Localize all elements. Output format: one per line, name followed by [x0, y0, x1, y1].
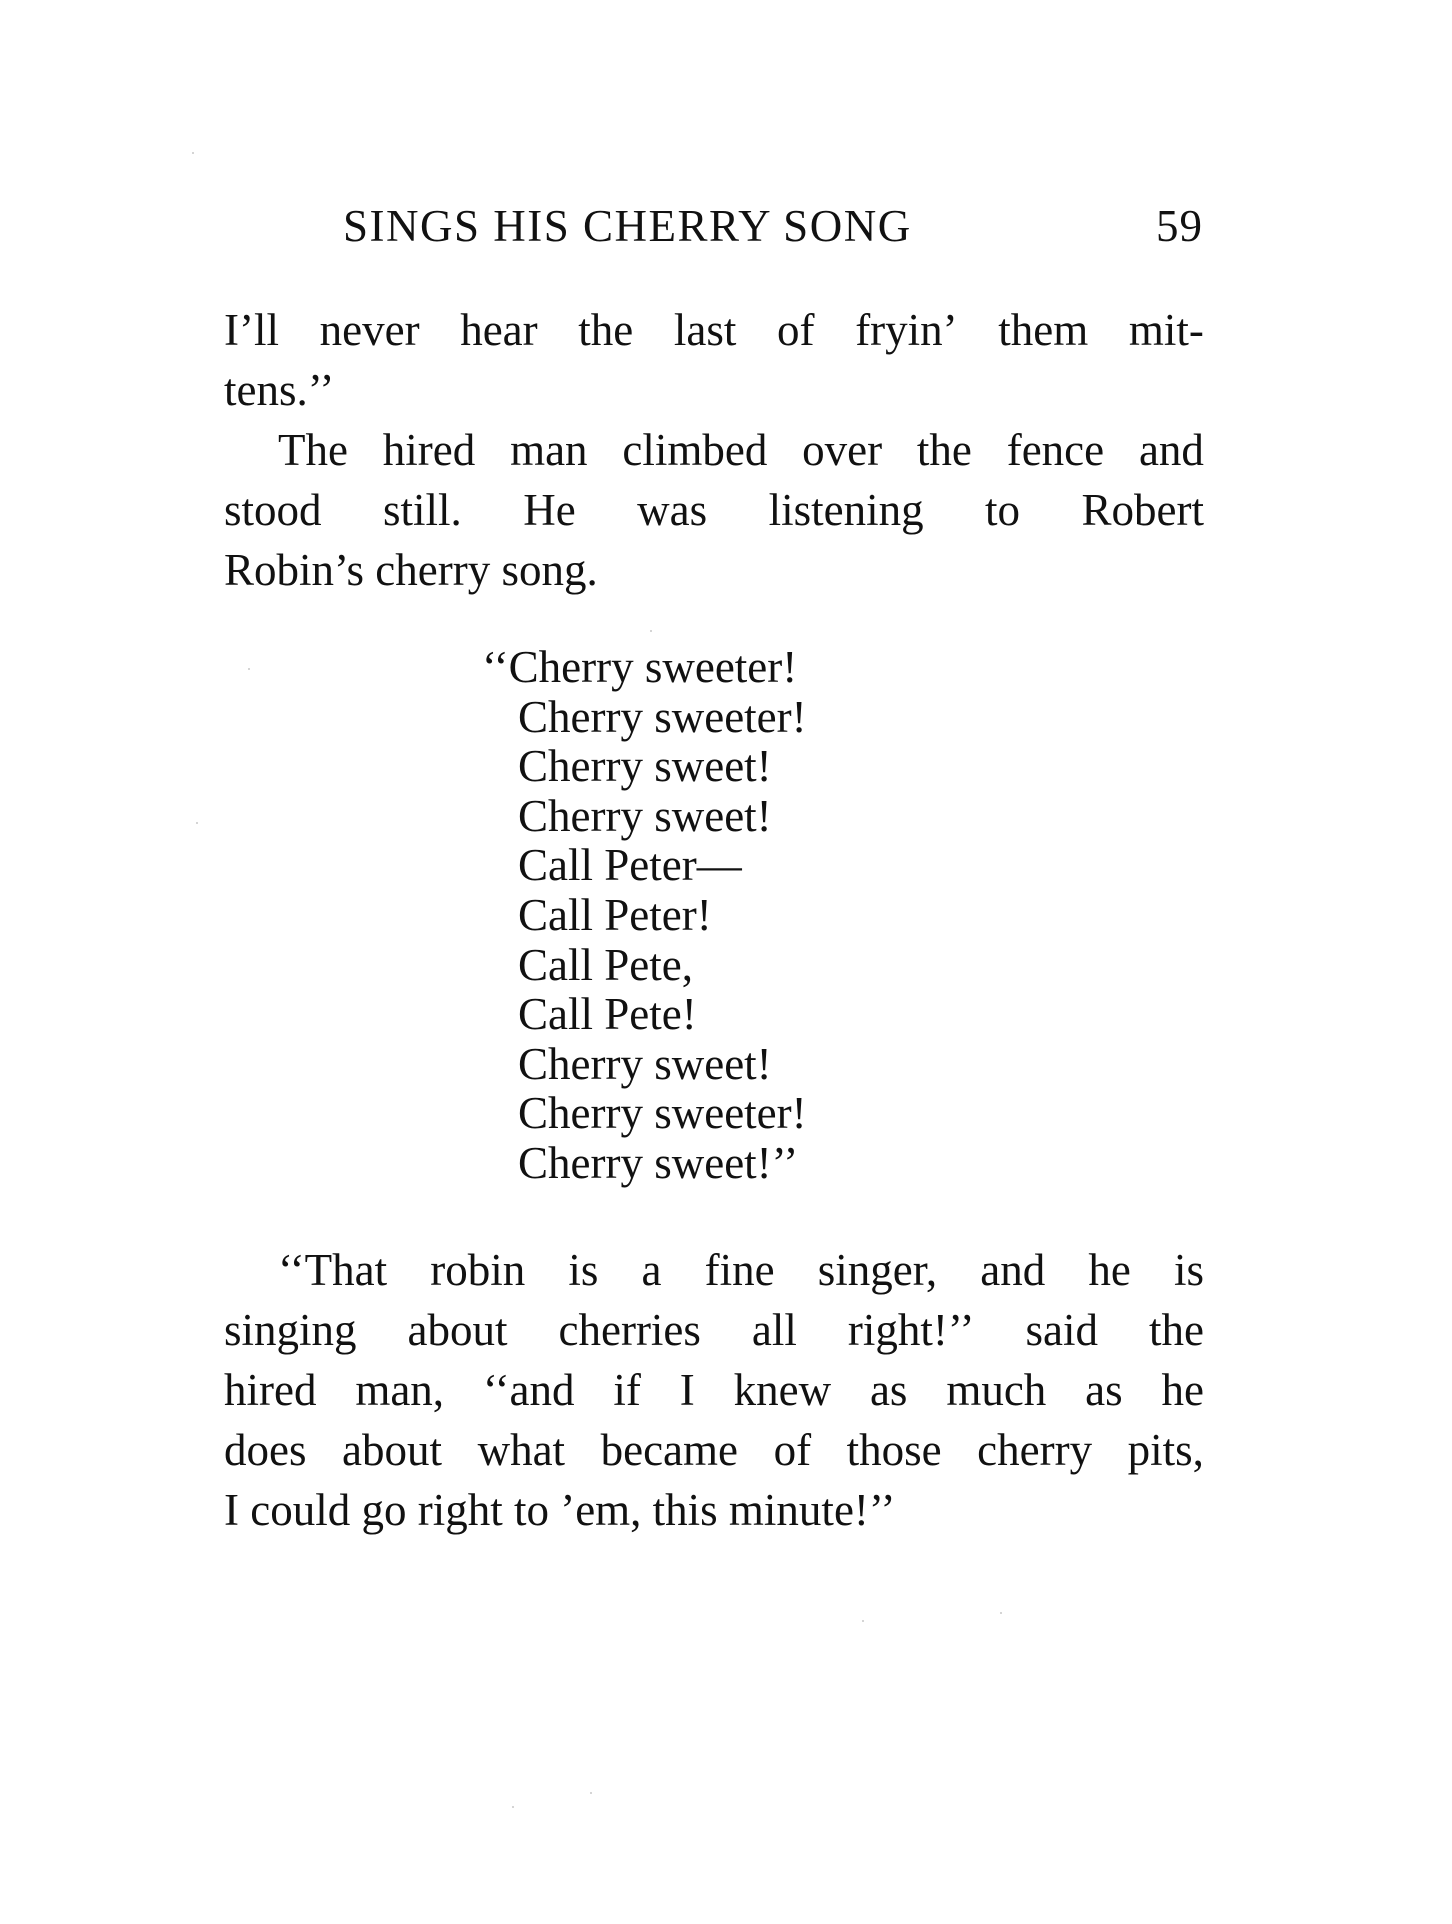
- text-line: [224, 1240, 1204, 1300]
- word: a: [641, 1245, 662, 1295]
- paper-speck: [196, 822, 198, 824]
- word: was: [637, 485, 708, 535]
- word: listening: [768, 485, 924, 535]
- word: over: [802, 425, 883, 475]
- verse-line: Call Pete!: [518, 989, 697, 1040]
- paper-speck: [1000, 1612, 1002, 1614]
- text-line: [224, 480, 1204, 540]
- word: Robert: [1081, 485, 1204, 535]
- word: as: [1085, 1365, 1123, 1415]
- verse-line: ‘‘Cherry sweeter!: [482, 642, 798, 692]
- verse-line: Cherry sweet!: [518, 741, 772, 792]
- page-number: 59: [1156, 201, 1203, 251]
- running-title: SINGS HIS CHERRY SONG: [343, 201, 912, 251]
- word: He: [523, 485, 576, 535]
- word: is: [568, 1245, 599, 1295]
- word: hired: [224, 1365, 317, 1415]
- word: as: [869, 1365, 908, 1415]
- word: and: [1138, 425, 1204, 475]
- verse-line: Cherry sweet!’’: [518, 1137, 799, 1188]
- paper-speck: [862, 1620, 864, 1622]
- paper-speck: [512, 1806, 514, 1808]
- word: I: [679, 1365, 695, 1415]
- text-line: [224, 1420, 1204, 1480]
- word: singer,: [817, 1245, 938, 1295]
- verse-line: Call Pete,: [518, 939, 693, 990]
- word: stood: [224, 485, 322, 535]
- text-line: [224, 300, 1204, 360]
- word: still.: [382, 485, 462, 535]
- word: he: [1088, 1245, 1131, 1295]
- word: ‘‘That: [278, 1245, 388, 1295]
- word: the: [916, 425, 972, 475]
- paper-speck: [650, 630, 652, 632]
- text-line: [224, 1360, 1204, 1420]
- word: became: [600, 1425, 739, 1475]
- text-line: [224, 1300, 1204, 1360]
- word: much: [946, 1365, 1047, 1415]
- word: cherries: [558, 1305, 701, 1355]
- word: fryin’: [855, 305, 958, 355]
- word: last: [673, 305, 737, 355]
- running-head: [343, 200, 1203, 260]
- word: never: [319, 305, 420, 355]
- word: all: [751, 1305, 797, 1355]
- word: the: [1149, 1305, 1204, 1355]
- word: and: [980, 1245, 1046, 1295]
- paragraph-1: [224, 300, 1204, 420]
- paper-speck: [192, 152, 194, 154]
- word: robin: [430, 1245, 526, 1295]
- word: hear: [460, 305, 538, 355]
- verse-line: Cherry sweet!: [518, 790, 772, 841]
- word: pits,: [1127, 1425, 1204, 1475]
- paper-speck: [590, 1792, 592, 1794]
- word: about: [407, 1305, 508, 1355]
- word: those: [846, 1425, 942, 1475]
- word: mit-: [1128, 305, 1204, 355]
- word: the: [578, 305, 634, 355]
- verse-line: Cherry sweeter!: [518, 691, 807, 742]
- word: of: [773, 1425, 812, 1475]
- word: knew: [733, 1365, 832, 1415]
- word: hired: [382, 425, 476, 475]
- text-line: I could go right to ’em, this minute!’’: [224, 1485, 896, 1535]
- word: man,: [355, 1365, 445, 1415]
- word: what: [477, 1425, 566, 1475]
- word: is: [1173, 1245, 1204, 1295]
- word: fence: [1006, 425, 1105, 475]
- word: if: [613, 1365, 641, 1415]
- word: does: [224, 1425, 307, 1475]
- word: fine: [704, 1245, 775, 1295]
- cherry-song-verse: [482, 642, 807, 1189]
- word: of: [777, 305, 815, 355]
- word: to: [985, 485, 1021, 535]
- word: right!’’: [847, 1305, 975, 1355]
- word: singing: [224, 1305, 357, 1355]
- word: cherry: [977, 1425, 1093, 1475]
- word: them: [998, 305, 1089, 355]
- paper-speck: [248, 668, 250, 670]
- word: ‘‘and: [482, 1365, 575, 1415]
- verse-line: Call Peter!: [518, 889, 712, 940]
- word: climbed: [622, 425, 768, 475]
- text-line: Robin’s cherry song.: [224, 545, 598, 595]
- word: about: [342, 1425, 443, 1475]
- text-line: tens.’’: [224, 365, 335, 415]
- text-line: [224, 420, 1204, 480]
- word: he: [1161, 1365, 1204, 1415]
- word: The: [278, 425, 348, 475]
- verse-line: Cherry sweet!: [518, 1038, 772, 1089]
- paragraph-2: [224, 420, 1204, 600]
- paragraph-3: [224, 1240, 1204, 1540]
- word: said: [1025, 1305, 1099, 1355]
- word: man: [510, 425, 588, 475]
- word: I’ll: [224, 305, 279, 355]
- verse-line: Call Peter—: [518, 840, 742, 891]
- verse-line: Cherry sweeter!: [518, 1088, 807, 1139]
